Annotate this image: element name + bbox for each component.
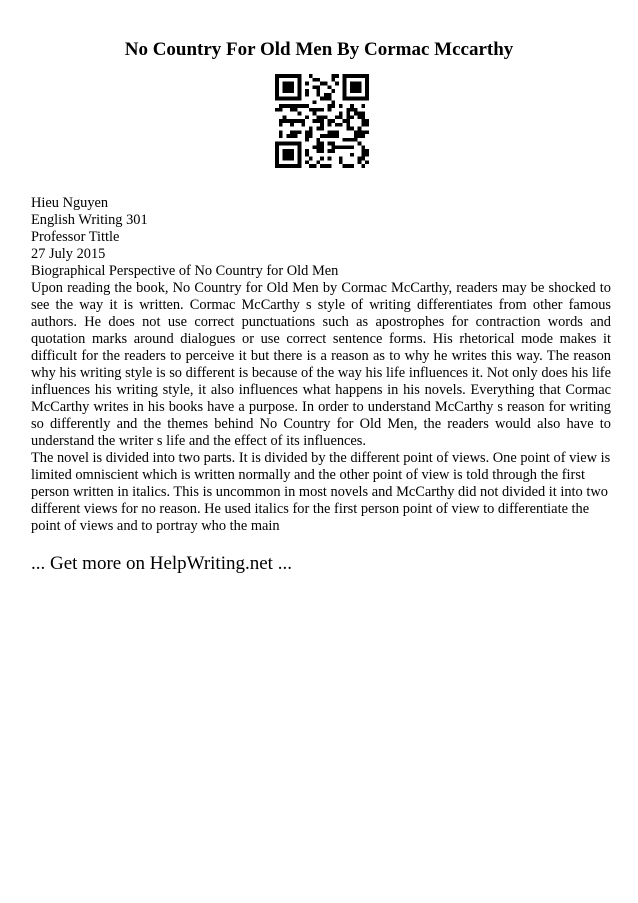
get-more-link[interactable]: ... Get more on HelpWriting.net ... bbox=[31, 553, 292, 574]
professor-name: Professor Tittle bbox=[31, 229, 120, 245]
essay-heading: Biographical Perspective of No Country for Old Men bbox=[31, 263, 339, 279]
document-title: No Country For Old Men By Cormac Mccarthy bbox=[124, 39, 514, 60]
body-paragraph: The novel is divided into two parts. It is divided by the different point of views. One point of view is limited omniscient which is written normally and the other point of view is told through the first person written in italics. This is uncommon in most novels and McCarthy did not divided it into two different views for no reason. He used italics for the first person point of view to differentiate the point of views and to portray who the main bbox=[31, 450, 611, 534]
body-paragraph: Upon reading the book, No Country for Old Men by Cormac McCarthy, readers may be shocked to see the way it is written. Cormac McCarthy s style of writing differentiates from other famous authors. He does not use correct punctuations such as apostrophes for contraction words and quotation marks around dialogues or use correct sentence forms. His rhetorical mode makes it difficult for the readers to perceive it but there is a reason as to why he writes this way. The reason why his writing style is so different is because of the way his life influences it. Not only does his life influences his writing style, it also influences what happens in his novels. Everything that Cormac McCarthy writes in his books have a purpose. In order to understand McCarthy s reason for writing so differently and the themes behind No Country for Old Men, the readers would also have to understand the writer s life and the effect of its influences. bbox=[31, 280, 611, 449]
author-name: Hieu Nguyen bbox=[31, 195, 109, 211]
essay-date: 27 July 2015 bbox=[31, 246, 106, 262]
document-body bbox=[31, 195, 611, 535]
course-name: English Writing 301 bbox=[31, 212, 148, 228]
qr-code-icon bbox=[275, 74, 369, 168]
